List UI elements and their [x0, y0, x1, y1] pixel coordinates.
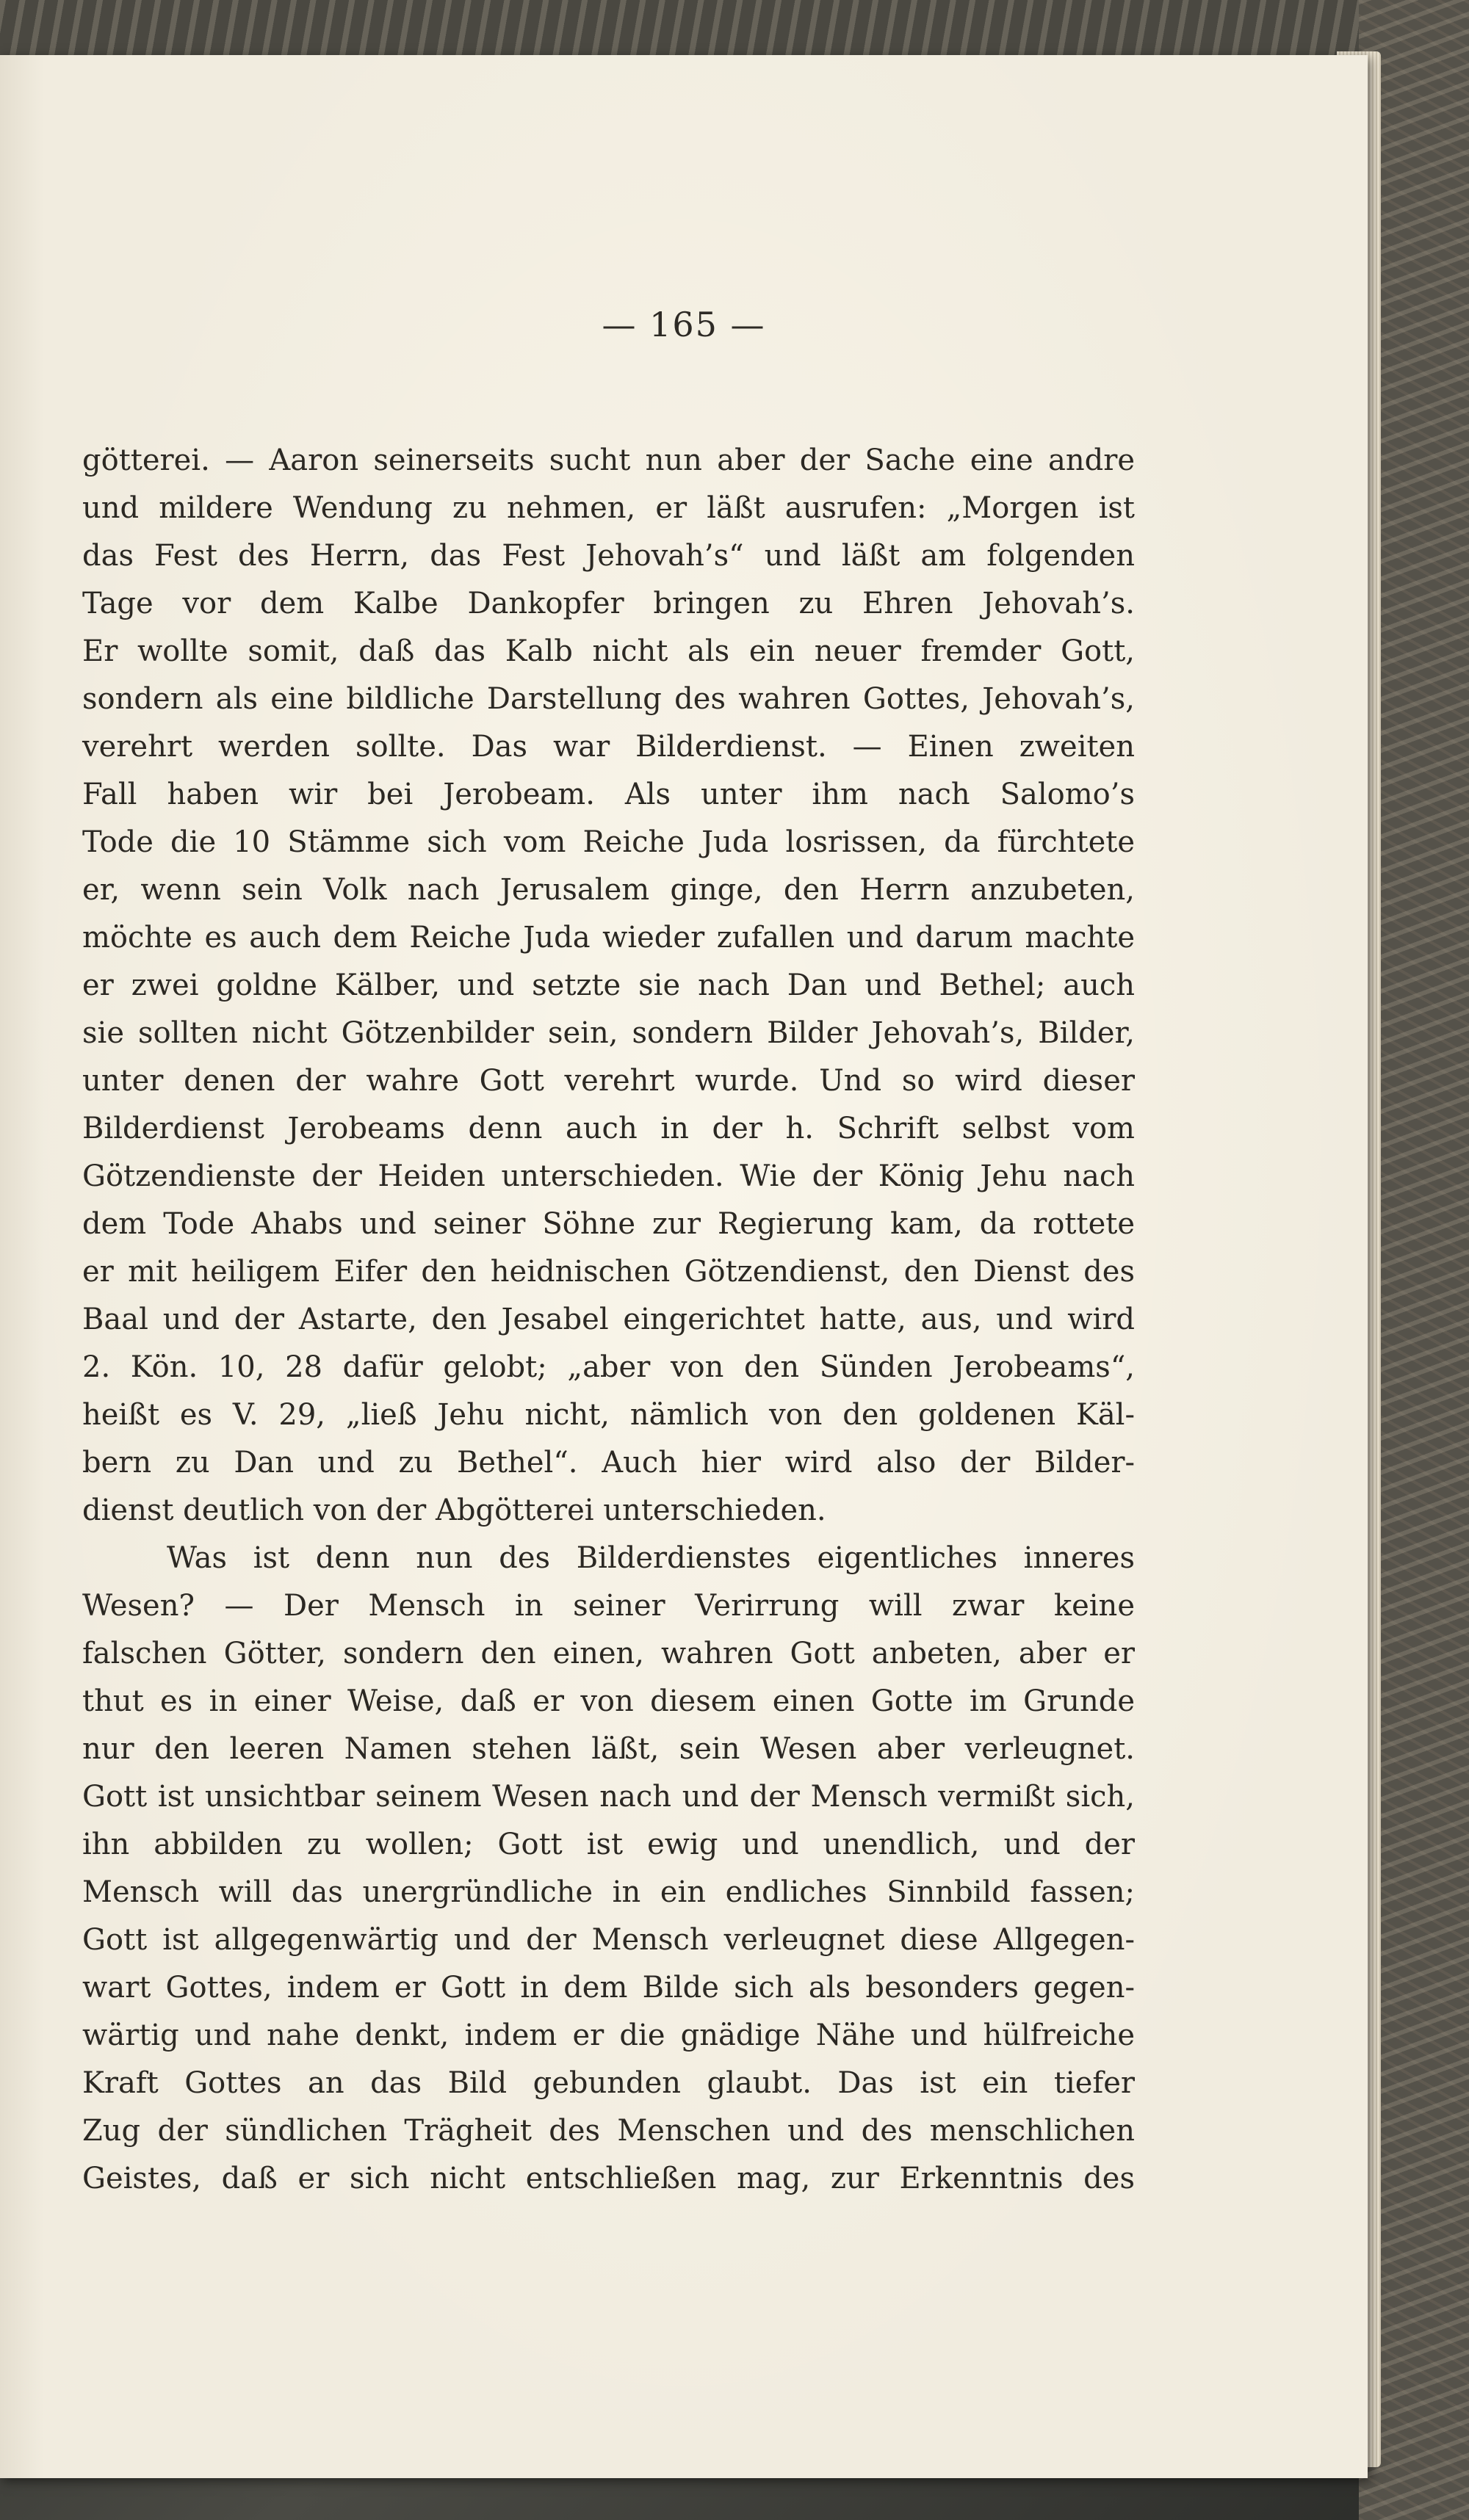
- text-line: Zug der sündlichen Trägheit des Menschen und des menschlichen: [82, 2114, 1135, 2148]
- text-line: Bilderdienst Jerobeams denn auch in der h. Schrift selbst vom: [82, 1112, 1135, 1145]
- text-line: thut es in einer Weise, daß er von diesem einen Gotte im Grunde: [82, 1684, 1135, 1718]
- text-line: Tage vor dem Kalbe Dankopfer bringen zu Ehren Jehovah’s.: [82, 587, 1135, 620]
- text-line: Tode die 10 Stämme sich vom Reiche Juda losrissen, da fürchtete: [82, 825, 1135, 859]
- text-line: Gott ist allgegenwärtig und der Mensch verleugnet diese Allgegen-: [82, 1923, 1135, 1957]
- text-line: möchte es auch dem Reiche Juda wieder zufallen und darum machte: [82, 921, 1135, 955]
- text-line: sie sollten nicht Götzenbilder sein, sondern Bilder Jehovah’s, Bilder,: [82, 1016, 1135, 1050]
- text-line: verehrt werden sollte. Das war Bilderdienst. — Einen zweiten: [82, 730, 1135, 764]
- text-line: dem Tode Ahabs und seiner Söhne zur Regierung kam, da rottete: [82, 1207, 1135, 1241]
- text-line: falschen Götter, sondern den einen, wahren Gott anbeten, aber er: [82, 1637, 1135, 1670]
- text-line: ihn abbilden zu wollen; Gott ist ewig und unendlich, und der: [82, 1828, 1135, 1861]
- text-line: dienst deutlich von der Abgötterei unterschieden.: [82, 1493, 826, 1527]
- text-line: nur den leeren Namen stehen läßt, sein Wesen aber verleugnet.: [82, 1732, 1135, 1766]
- text-line: Fall haben wir bei Jerobeam. Als unter ihm nach Salomo’s: [82, 778, 1135, 811]
- body-text: [82, 437, 1135, 2203]
- text-line: Baal und der Astarte, den Jesabel eingerichtet hatte, aus, und wird: [82, 1303, 1135, 1336]
- text-line: heißt es V. 29, „ließ Jehu nicht, nämlich von den goldenen Käl-: [82, 1398, 1135, 1432]
- text-line: 2. Kön. 10, 28 dafür gelobt; „aber von den Sünden Jerobeams“,: [82, 1350, 1135, 1384]
- text-line: sondern als eine bildliche Darstellung des wahren Gottes, Jehovah’s,: [82, 682, 1135, 716]
- text-line: Geistes, daß er sich nicht entschließen mag, zur Erkenntnis des: [82, 2162, 1135, 2195]
- text-line: Was ist denn nun des Bilderdienstes eigentliches inneres: [167, 1541, 1135, 1575]
- book-page: [0, 55, 1368, 2478]
- text-line: wart Gottes, indem er Gott in dem Bilde sich als besonders gegen-: [82, 1971, 1135, 2005]
- text-line: er mit heiligem Eifer den heidnischen Götzendienst, den Dienst des: [82, 1255, 1135, 1289]
- text-line: das Fest des Herrn, das Fest Jehovah’s“ und läßt am folgenden: [82, 539, 1135, 573]
- cover-top-edge: [0, 0, 1469, 59]
- text-line: Er wollte somit, daß das Kalb nicht als ein neuer fremder Gott,: [82, 634, 1135, 668]
- text-line: wärtig und nahe denkt, indem er die gnädige Nähe und hülfreiche: [82, 2018, 1135, 2052]
- text-line: unter denen der wahre Gott verehrt wurde. Und so wird dieser: [82, 1064, 1135, 1098]
- text-line: er, wenn sein Volk nach Jerusalem ginge, den Herrn anzubeten,: [82, 873, 1135, 907]
- text-line: Götzendienste der Heiden unterschieden. Wie der König Jehu nach: [82, 1159, 1135, 1193]
- text-line: götterei. — Aaron seinerseits sucht nun aber der Sache eine andre: [82, 443, 1135, 477]
- text-line: Gott ist unsichtbar seinem Wesen nach und der Mensch vermißt sich,: [82, 1780, 1135, 1814]
- text-line: Kraft Gottes an das Bild gebunden glaubt. Das ist ein tiefer: [82, 2066, 1135, 2100]
- text-line: bern zu Dan und zu Bethel“. Auch hier wird also der Bilder-: [82, 1446, 1135, 1480]
- text-line: Wesen? — Der Mensch in seiner Verirrung will zwar keine: [82, 1589, 1135, 1623]
- text-line: Mensch will das unergründliche in ein endliches Sinnbild fassen;: [82, 1875, 1135, 1909]
- page-number: — 165 —: [602, 305, 766, 344]
- text-line: er zwei goldne Kälber, und setzte sie nach Dan und Bethel; auch: [82, 968, 1135, 1002]
- text-line: und mildere Wendung zu nehmen, er läßt ausrufen: „Morgen ist: [82, 491, 1135, 525]
